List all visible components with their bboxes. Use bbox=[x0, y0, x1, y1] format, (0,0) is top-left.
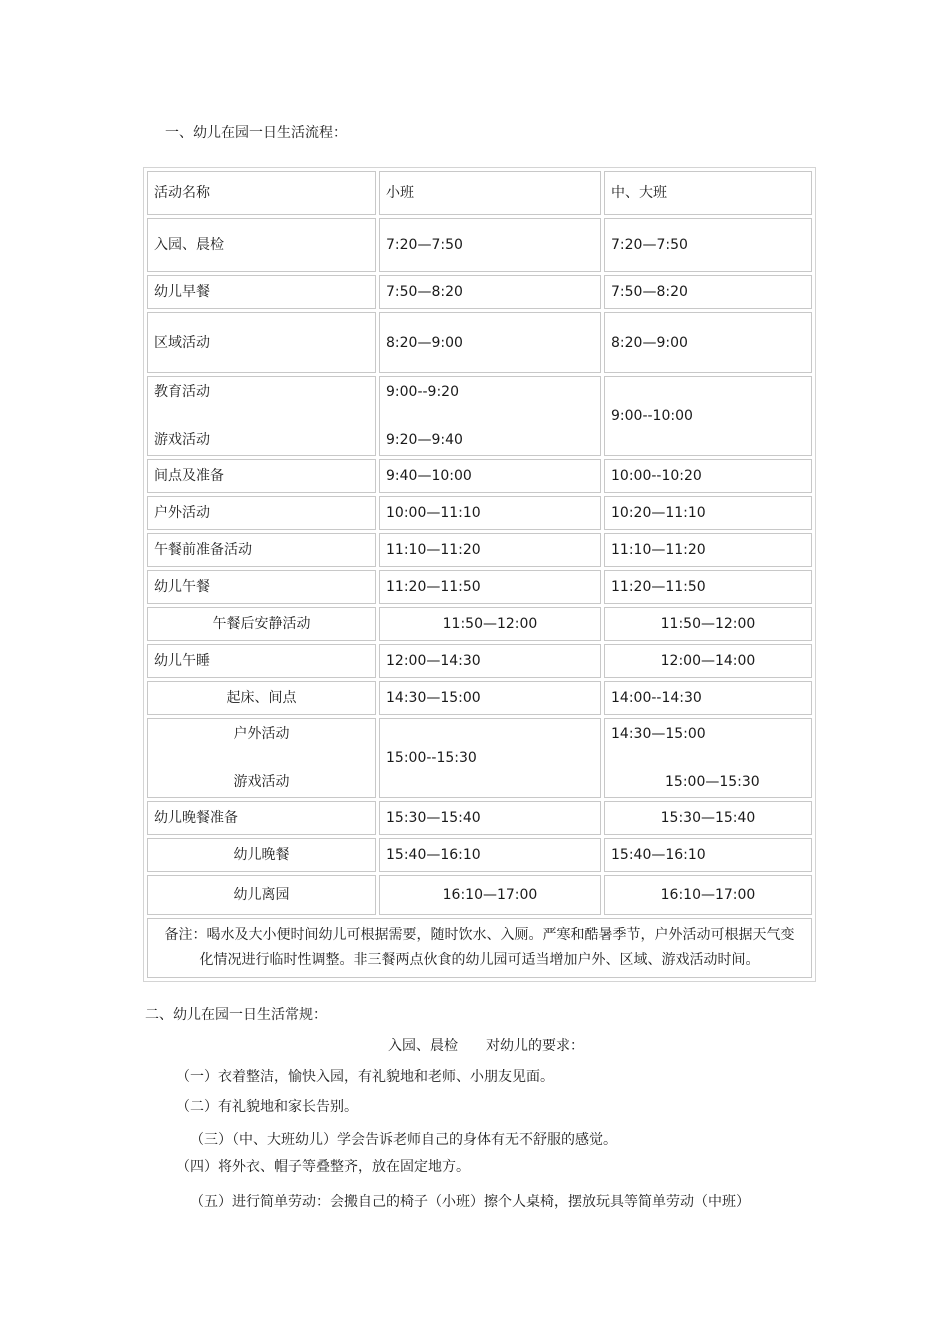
small-class-time bbox=[379, 376, 601, 456]
small-class-time: 12:00—14:30 bbox=[379, 644, 601, 678]
small-class-time: 9:40—10:00 bbox=[379, 459, 601, 493]
header-activity: 活动名称 bbox=[147, 171, 376, 215]
time-label: 15:00—15:30 bbox=[665, 774, 760, 790]
small-class-time: 15:30—15:40 bbox=[379, 801, 601, 835]
large-class-time: 14:00--14:30 bbox=[604, 681, 812, 715]
table-row bbox=[147, 570, 812, 604]
large-class-time: 12:00—14:00 bbox=[604, 644, 812, 678]
table-note bbox=[147, 918, 812, 978]
activity-cell: 户外活动 bbox=[147, 496, 376, 530]
small-class-time: 16:10—17:00 bbox=[379, 875, 601, 915]
list-item: （三）（中、大班幼儿）学会告诉老师自己的身体有无不舒服的感觉。 bbox=[190, 1132, 617, 1148]
large-class-time bbox=[604, 718, 812, 798]
activity-cell: 间点及准备 bbox=[147, 459, 376, 493]
table-row bbox=[147, 838, 812, 872]
activity-label: 游戏活动 bbox=[154, 432, 210, 448]
activity-cell: 幼儿晚餐准备 bbox=[147, 801, 376, 835]
time-label: 9:20—9:40 bbox=[386, 432, 463, 448]
table-row bbox=[147, 607, 812, 641]
small-class-time: 11:50—12:00 bbox=[379, 607, 601, 641]
list-item: （五）进行简单劳动：会搬自己的椅子（小班）擦个人桌椅，摆放玩具等简单劳动（中班） bbox=[190, 1194, 750, 1210]
table-row bbox=[147, 533, 812, 567]
large-class-time: 10:00--10:20 bbox=[604, 459, 812, 493]
small-class-time: 7:20—7:50 bbox=[379, 218, 601, 272]
large-class-time: 11:50—12:00 bbox=[604, 607, 812, 641]
large-class-time: 11:10—11:20 bbox=[604, 533, 812, 567]
table-row bbox=[147, 496, 812, 530]
activity-cell bbox=[147, 376, 376, 456]
table-row bbox=[147, 718, 812, 798]
list-item: （二）有礼貌地和家长告别。 bbox=[176, 1099, 358, 1115]
table-row bbox=[147, 376, 812, 456]
activity-cell: 幼儿早餐 bbox=[147, 275, 376, 309]
time-label: 14:30—15:00 bbox=[611, 726, 706, 742]
activity-cell: 区域活动 bbox=[147, 312, 376, 373]
activity-label: 户外活动 bbox=[233, 726, 290, 742]
small-class-time: 7:50—8:20 bbox=[379, 275, 601, 309]
small-class-time: 11:20—11:50 bbox=[379, 570, 601, 604]
activity-cell: 起床、间点 bbox=[147, 681, 376, 715]
activity-cell: 幼儿午睡 bbox=[147, 644, 376, 678]
large-class-time: 7:20—7:50 bbox=[604, 218, 812, 272]
large-class-time: 8:20—9:00 bbox=[604, 312, 812, 373]
time-label: 9:00--9:20 bbox=[386, 384, 459, 400]
small-class-time: 10:00—11:10 bbox=[379, 496, 601, 530]
small-class-time: 14:30—15:00 bbox=[379, 681, 601, 715]
activity-label: 教育活动 bbox=[154, 384, 210, 400]
activity-cell: 午餐前准备活动 bbox=[147, 533, 376, 567]
activity-cell: 幼儿离园 bbox=[147, 875, 376, 915]
note-line-2: 化情况进行临时性调整。非三餐两点伙食的幼儿园可适当增加户外、区域、游戏活动时间。 bbox=[199, 952, 760, 968]
list-item: （一）衣着整洁，愉快入园，有礼貌地和老师、小朋友见面。 bbox=[176, 1069, 554, 1085]
large-class-time: 11:20—11:50 bbox=[604, 570, 812, 604]
table-row bbox=[147, 459, 812, 493]
table-row bbox=[147, 275, 812, 309]
large-class-time: 16:10—17:00 bbox=[604, 875, 812, 915]
note-line-1: 备注：喝水及大小便时间幼儿可根据需要，随时饮水、入厕。严寒和酷暑季节，户外活动可根据天气变 bbox=[164, 927, 795, 943]
table-row bbox=[147, 681, 812, 715]
table-note-row bbox=[147, 918, 812, 978]
small-class-time: 15:00--15:30 bbox=[379, 718, 601, 798]
table-row bbox=[147, 801, 812, 835]
list-item: （四）将外衣、帽子等叠整齐，放在固定地方。 bbox=[176, 1159, 470, 1175]
table-row bbox=[147, 644, 812, 678]
large-class-time: 9:00--10:00 bbox=[604, 376, 812, 456]
table-row bbox=[147, 312, 812, 373]
activity-cell: 幼儿午餐 bbox=[147, 570, 376, 604]
small-class-time: 15:40—16:10 bbox=[379, 838, 601, 872]
section2-title: 二、幼儿在园一日生活常规： bbox=[145, 1007, 327, 1023]
activity-cell: 入园、晨检 bbox=[147, 218, 376, 272]
header-small-class: 小班 bbox=[379, 171, 601, 215]
activity-cell: 幼儿晚餐 bbox=[147, 838, 376, 872]
schedule-table bbox=[143, 167, 816, 982]
activity-cell bbox=[147, 718, 376, 798]
table-row bbox=[147, 875, 812, 915]
large-class-time: 7:50—8:20 bbox=[604, 275, 812, 309]
small-class-time: 11:10—11:20 bbox=[379, 533, 601, 567]
table-header-row bbox=[147, 171, 812, 215]
large-class-time: 10:20—11:10 bbox=[604, 496, 812, 530]
section2-subtitle: 入园、晨检 对幼儿的要求： bbox=[388, 1038, 584, 1054]
table-row bbox=[147, 218, 812, 272]
activity-cell: 午餐后安静活动 bbox=[147, 607, 376, 641]
section1-title: 一、幼儿在园一日生活流程： bbox=[165, 125, 347, 141]
activity-label: 游戏活动 bbox=[233, 774, 290, 790]
header-large-class: 中、大班 bbox=[604, 171, 812, 215]
large-class-time: 15:30—15:40 bbox=[604, 801, 812, 835]
large-class-time: 15:40—16:10 bbox=[604, 838, 812, 872]
small-class-time: 8:20—9:00 bbox=[379, 312, 601, 373]
